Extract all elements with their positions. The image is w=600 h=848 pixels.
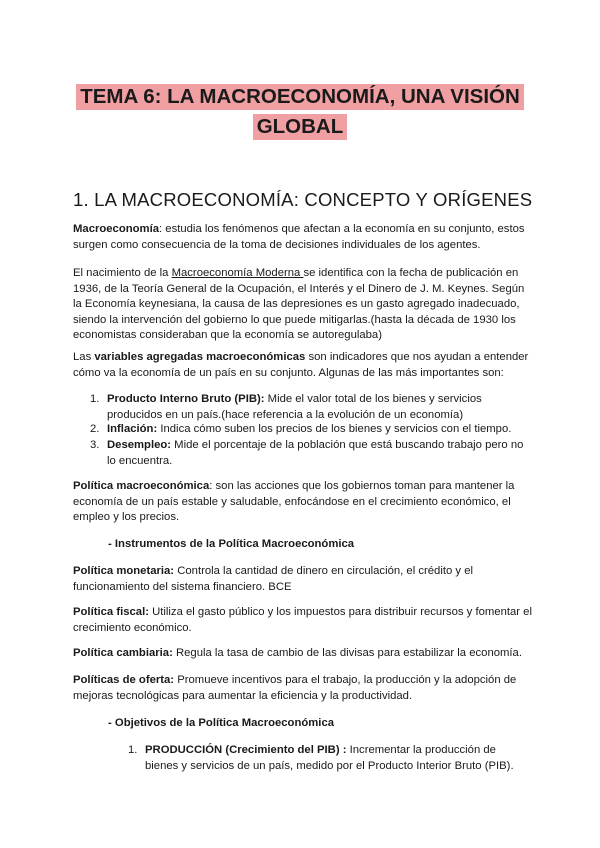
document-title — [60, 84, 540, 144]
list-number: 3. — [90, 439, 100, 451]
paragraph-fiscal — [73, 605, 533, 636]
term: Política fiscal: — [73, 606, 149, 618]
paragraph-text: Controla la cantidad de dinero en circulación, el crédito y el funcionamiento del sistema financiero. BCE — [73, 565, 473, 593]
list-text: Mide el porcentaje de la población que está buscando trabajo pero no lo encuentra. — [107, 439, 524, 467]
paragraph-text: se identifica con la fecha de publicación en 1936, de la Teoría General de la Ocupación, el Interés y el Dinero de J. M. Keynes. Según la Economía keynesiana, la causa de las depresiones es un gasto agregado inadecuado, siendo la intervención del gobierno lo que puede mitigarlas.(hasta la década de 1930 los economistas consideraban que la economía se autoregulaba) — [73, 267, 525, 341]
term: Políticas de oferta: — [73, 674, 175, 686]
underlined-term: Macroeconomía Moderna — [171, 267, 304, 279]
paragraph-text: El nacimiento de la — [73, 267, 172, 279]
paragraph-text: Utiliza el gasto público y los impuestos para distribuir recursos y fomentar el crecimiento económico. — [73, 606, 532, 634]
paragraph-text: : estudia los fenómenos que afectan a la economía en su conjunto, estos surgen como consecuencia de la toma de decisiones individuales de los agentes. — [73, 223, 525, 251]
paragraph-policy — [73, 479, 533, 526]
list-text: Indica cómo suben los precios de los bienes y servicios con el tiempo. — [157, 423, 512, 435]
term: Desempleo: — [107, 439, 172, 451]
term: Política macroeconómica — [73, 480, 210, 492]
paragraph-monetary — [73, 564, 533, 595]
paragraph-text: Regula la tasa de cambio de las divisas para estabilizar la economía. — [172, 647, 522, 659]
term: Política cambiaria: — [73, 647, 173, 659]
paragraph-supply — [73, 673, 533, 704]
paragraph-macroeconomia — [73, 222, 533, 253]
list-text: Incrementar la producción de bienes y servicios de un país, medido por el Producto Interior Bruto (PIB). — [145, 744, 514, 772]
term: Producto Interno Bruto (PIB): — [107, 393, 265, 405]
paragraph-exchange — [73, 646, 533, 662]
paragraph-text: : son las acciones que los gobiernos toman para mantener la economía de un país estable y saludable, enfocándose en el crecimiento económico, el empleo y los precios. — [73, 480, 515, 523]
subheading-objectives: - Objetivos de la Política Macroeconómica — [108, 717, 335, 729]
term: Macroeconomía — [73, 223, 160, 235]
subheading-instruments: - Instrumentos de la Política Macroeconómica — [108, 538, 355, 550]
term: variables agregadas macroeconómicas — [94, 351, 306, 363]
paragraph-text: son indicadores que nos ayudan a entender cómo va la economía de un país en su conjunto. Algunas de las más importantes son: — [73, 351, 529, 379]
list-number: 1. — [128, 744, 138, 756]
list-number: 1. — [90, 393, 100, 405]
term: Inflación: — [107, 423, 158, 435]
paragraph-text: Las — [73, 351, 95, 363]
title-line-2: GLOBAL — [253, 114, 348, 140]
list-number: 2. — [90, 423, 100, 435]
title-line-1: TEMA 6: LA MACROECONOMÍA, UNA VISIÓN — [76, 84, 524, 110]
term: PRODUCCIÓN (Crecimiento del PIB) : — [145, 744, 347, 756]
paragraph-origin — [73, 266, 533, 344]
paragraph-variables — [73, 350, 533, 381]
term: Política monetaria: — [73, 565, 175, 577]
section-heading: 1. LA MACROECONOMÍA: CONCEPTO Y ORÍGENES — [73, 189, 533, 210]
paragraph-text: Promueve incentivos para el trabajo, la producción y la adopción de mejoras tecnológicas para aumentar la eficiencia y la productividad. — [73, 674, 517, 702]
list-text: Mide el valor total de los bienes y servicios producidos en un país.(hace referencia a la evolución de un economía) — [107, 393, 482, 421]
